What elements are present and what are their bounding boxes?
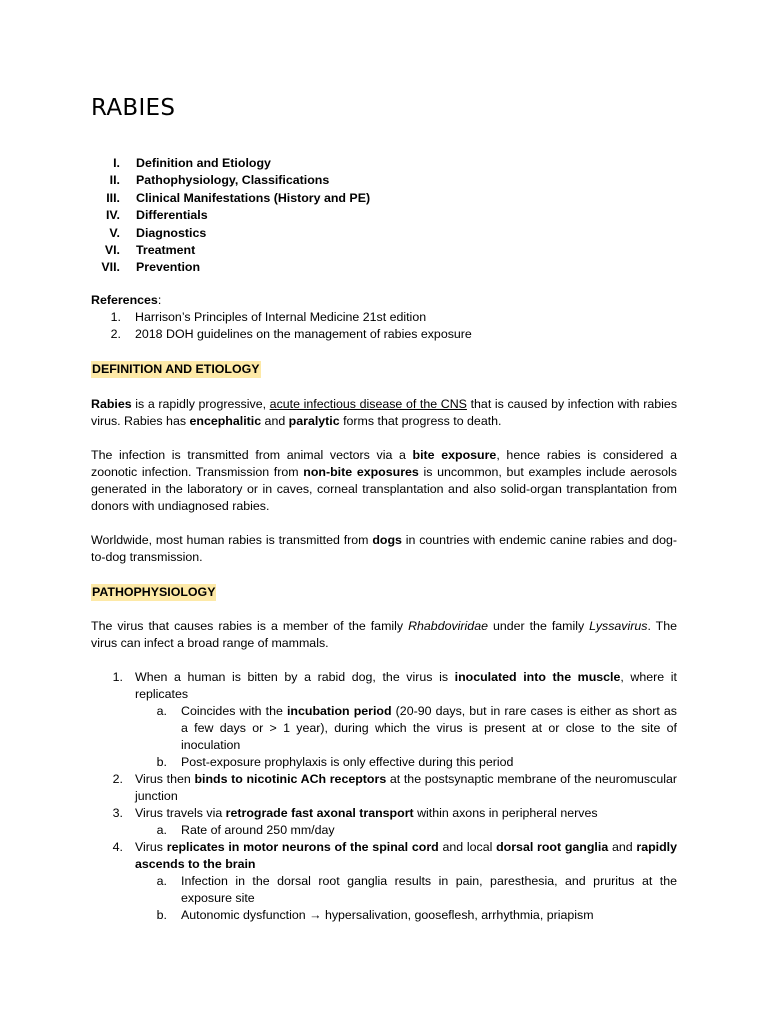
toc-label: Definition and Etiology bbox=[136, 156, 271, 170]
list-item bbox=[91, 839, 677, 873]
bold-term: non-bite exposures bbox=[303, 465, 419, 479]
bold-term: dorsal root ganglia bbox=[496, 840, 609, 854]
bold-term: dogs bbox=[372, 533, 402, 547]
toc-label: Clinical Manifestations (History and PE) bbox=[136, 190, 371, 205]
text-run: at the postsynaptic membrane of the neuromuscular junction bbox=[135, 772, 677, 803]
toc-item bbox=[91, 190, 491, 207]
underlined-term: acute infectious disease of the CNS bbox=[269, 397, 467, 411]
list-item-text bbox=[135, 839, 677, 873]
reference-text: Harrison’s Principles of Internal Medicine 21st edition bbox=[135, 310, 427, 324]
section-heading-definition: DEFINITION AND ETIOLOGY bbox=[92, 362, 260, 376]
bold-term: replicates in motor neurons of the spinal cord bbox=[166, 840, 439, 854]
text-run: . The virus can infect a broad range of mammals. bbox=[91, 619, 678, 650]
text-run: and bbox=[608, 840, 637, 854]
toc-label: Treatment bbox=[136, 242, 196, 257]
sub-list-letter: a. bbox=[156, 704, 167, 718]
list-number: 1. bbox=[112, 670, 123, 684]
list-item-text bbox=[135, 805, 677, 822]
bold-term: encephalitic bbox=[189, 414, 262, 428]
pathophysiology-list bbox=[91, 669, 677, 924]
bold-term: binds to nicotinic ACh receptors bbox=[194, 772, 387, 786]
sub-list-item bbox=[91, 822, 677, 839]
list-number: 3. bbox=[112, 806, 123, 820]
definition-paragraph-3 bbox=[91, 532, 677, 566]
list-item bbox=[91, 669, 677, 703]
text-run: within axons in peripheral nerves bbox=[413, 806, 598, 820]
toc-label: Pathophysiology, Classifications bbox=[136, 173, 330, 188]
reference-text: 2018 DOH guidelines on the management of rabies exposure bbox=[135, 327, 472, 342]
bold-term: incubation period bbox=[286, 704, 392, 718]
text-run: (20-90 days, but in rare cases is either as short as a few days or > 1 year), during which the virus is present at or close to the site of inoculation bbox=[181, 704, 678, 752]
text-run: is a rapidly progressive, bbox=[131, 397, 270, 411]
italic-term: Rhabdoviridae bbox=[408, 619, 488, 633]
text-run: Post-exposure prophylaxis is only effective during this period bbox=[181, 755, 514, 769]
list-item-text bbox=[135, 771, 677, 805]
text-run: The virus that causes rabies is a member of the family bbox=[91, 619, 409, 633]
references-heading-label: References bbox=[91, 293, 158, 307]
definition-paragraph-1 bbox=[91, 396, 677, 430]
sub-list-item-text bbox=[181, 754, 677, 771]
sub-list-letter: a. bbox=[156, 823, 167, 837]
reference-item bbox=[91, 326, 677, 343]
text-run: that is caused by infection with rabies virus. Rabies has bbox=[91, 397, 678, 428]
definition-paragraph-2 bbox=[91, 447, 677, 515]
toc-item bbox=[91, 225, 491, 242]
references-heading-colon: : bbox=[157, 293, 162, 307]
toc-label: Differentials bbox=[136, 208, 208, 223]
text-run: Coincides with the bbox=[181, 704, 287, 718]
text-run: and bbox=[261, 414, 289, 428]
sub-list-letter: b. bbox=[156, 755, 167, 769]
sub-list-item-text bbox=[181, 907, 677, 924]
toc-label: Diagnostics bbox=[136, 225, 207, 240]
toc-item bbox=[91, 172, 491, 189]
sub-list-item-text bbox=[181, 703, 677, 754]
section-heading-pathophysiology: PATHOPHYSIOLOGY bbox=[92, 585, 216, 599]
sub-list-item bbox=[91, 754, 677, 771]
toc-number: II. bbox=[109, 173, 120, 188]
text-run: Virus travels via bbox=[135, 806, 226, 820]
text-run: Virus then bbox=[135, 772, 195, 786]
sub-list-letter: a. bbox=[156, 874, 167, 888]
text-run: under the family bbox=[487, 619, 590, 633]
toc-label: Prevention bbox=[136, 260, 201, 275]
toc-item bbox=[91, 207, 491, 224]
text-run: , hence rabies is considered a zoonotic infection. Transmission from bbox=[91, 448, 677, 479]
text-run: and local bbox=[438, 840, 497, 854]
list-item bbox=[91, 805, 677, 822]
text-run: , where it replicates bbox=[135, 670, 677, 701]
italic-term: Lyssavirus bbox=[589, 619, 648, 633]
bold-term: inoculated into the muscle bbox=[454, 670, 621, 684]
bold-term: Rabies bbox=[91, 397, 132, 411]
document-title: RABIES bbox=[91, 95, 176, 121]
bold-term: retrograde fast axonal transport bbox=[225, 806, 414, 820]
text-run: Worldwide, most human rabies is transmitted from bbox=[91, 533, 373, 547]
references-section bbox=[91, 292, 677, 344]
reference-number: 1. bbox=[110, 310, 121, 324]
text-run: in countries with endemic canine rabies and dog-to-dog transmission. bbox=[91, 533, 678, 564]
text-run: Rate of around 250 mm/day bbox=[181, 823, 335, 837]
toc-number: III. bbox=[106, 190, 120, 205]
toc-item bbox=[91, 242, 491, 259]
toc-number: VI. bbox=[104, 242, 120, 257]
bold-term: paralytic bbox=[288, 414, 340, 428]
sub-list-item bbox=[91, 907, 677, 924]
toc-number: V. bbox=[109, 225, 120, 240]
references-heading bbox=[91, 292, 677, 309]
pathophysiology-paragraph-1 bbox=[91, 618, 677, 652]
sub-list-item bbox=[91, 873, 677, 907]
toc-item bbox=[91, 259, 491, 276]
toc-number: VII. bbox=[101, 260, 120, 275]
list-item-text bbox=[135, 669, 677, 703]
list-item bbox=[91, 771, 677, 805]
bold-term: bite exposure bbox=[412, 448, 497, 462]
reference-number: 2. bbox=[110, 327, 121, 342]
text-run: Infection in the dorsal root ganglia results in pain, paresthesia, and pruritus at the exposure site bbox=[181, 874, 677, 905]
toc-number: I. bbox=[113, 156, 120, 170]
sub-list-item bbox=[91, 703, 677, 754]
sub-list-item-text bbox=[181, 822, 677, 839]
toc-number: IV. bbox=[105, 208, 120, 223]
bold-term: rapidly ascends to the brain bbox=[135, 840, 678, 871]
reference-item bbox=[91, 309, 677, 326]
text-run: The infection is transmitted from animal vectors via a bbox=[91, 448, 413, 462]
text-run: When a human is bitten by a rabid dog, the virus is bbox=[135, 670, 455, 684]
text-run: forms that progress to death. bbox=[339, 414, 502, 428]
text-run: Virus bbox=[135, 840, 167, 854]
list-number: 2. bbox=[112, 772, 123, 786]
sub-list-item-text bbox=[181, 873, 677, 907]
table-of-contents bbox=[91, 155, 491, 277]
sub-list-letter: b. bbox=[156, 908, 167, 922]
text-run: is uncommon, but examples include aerosols generated in the laboratory or in caves, corneal transplantation and also solid-organ transplantation from donors with undiagnosed rabies. bbox=[91, 465, 677, 513]
text-run: Autonomic dysfunction → hypersalivation, gooseflesh, arrhythmia, priapism bbox=[181, 908, 594, 922]
toc-item bbox=[91, 155, 491, 172]
list-number: 4. bbox=[112, 840, 123, 854]
